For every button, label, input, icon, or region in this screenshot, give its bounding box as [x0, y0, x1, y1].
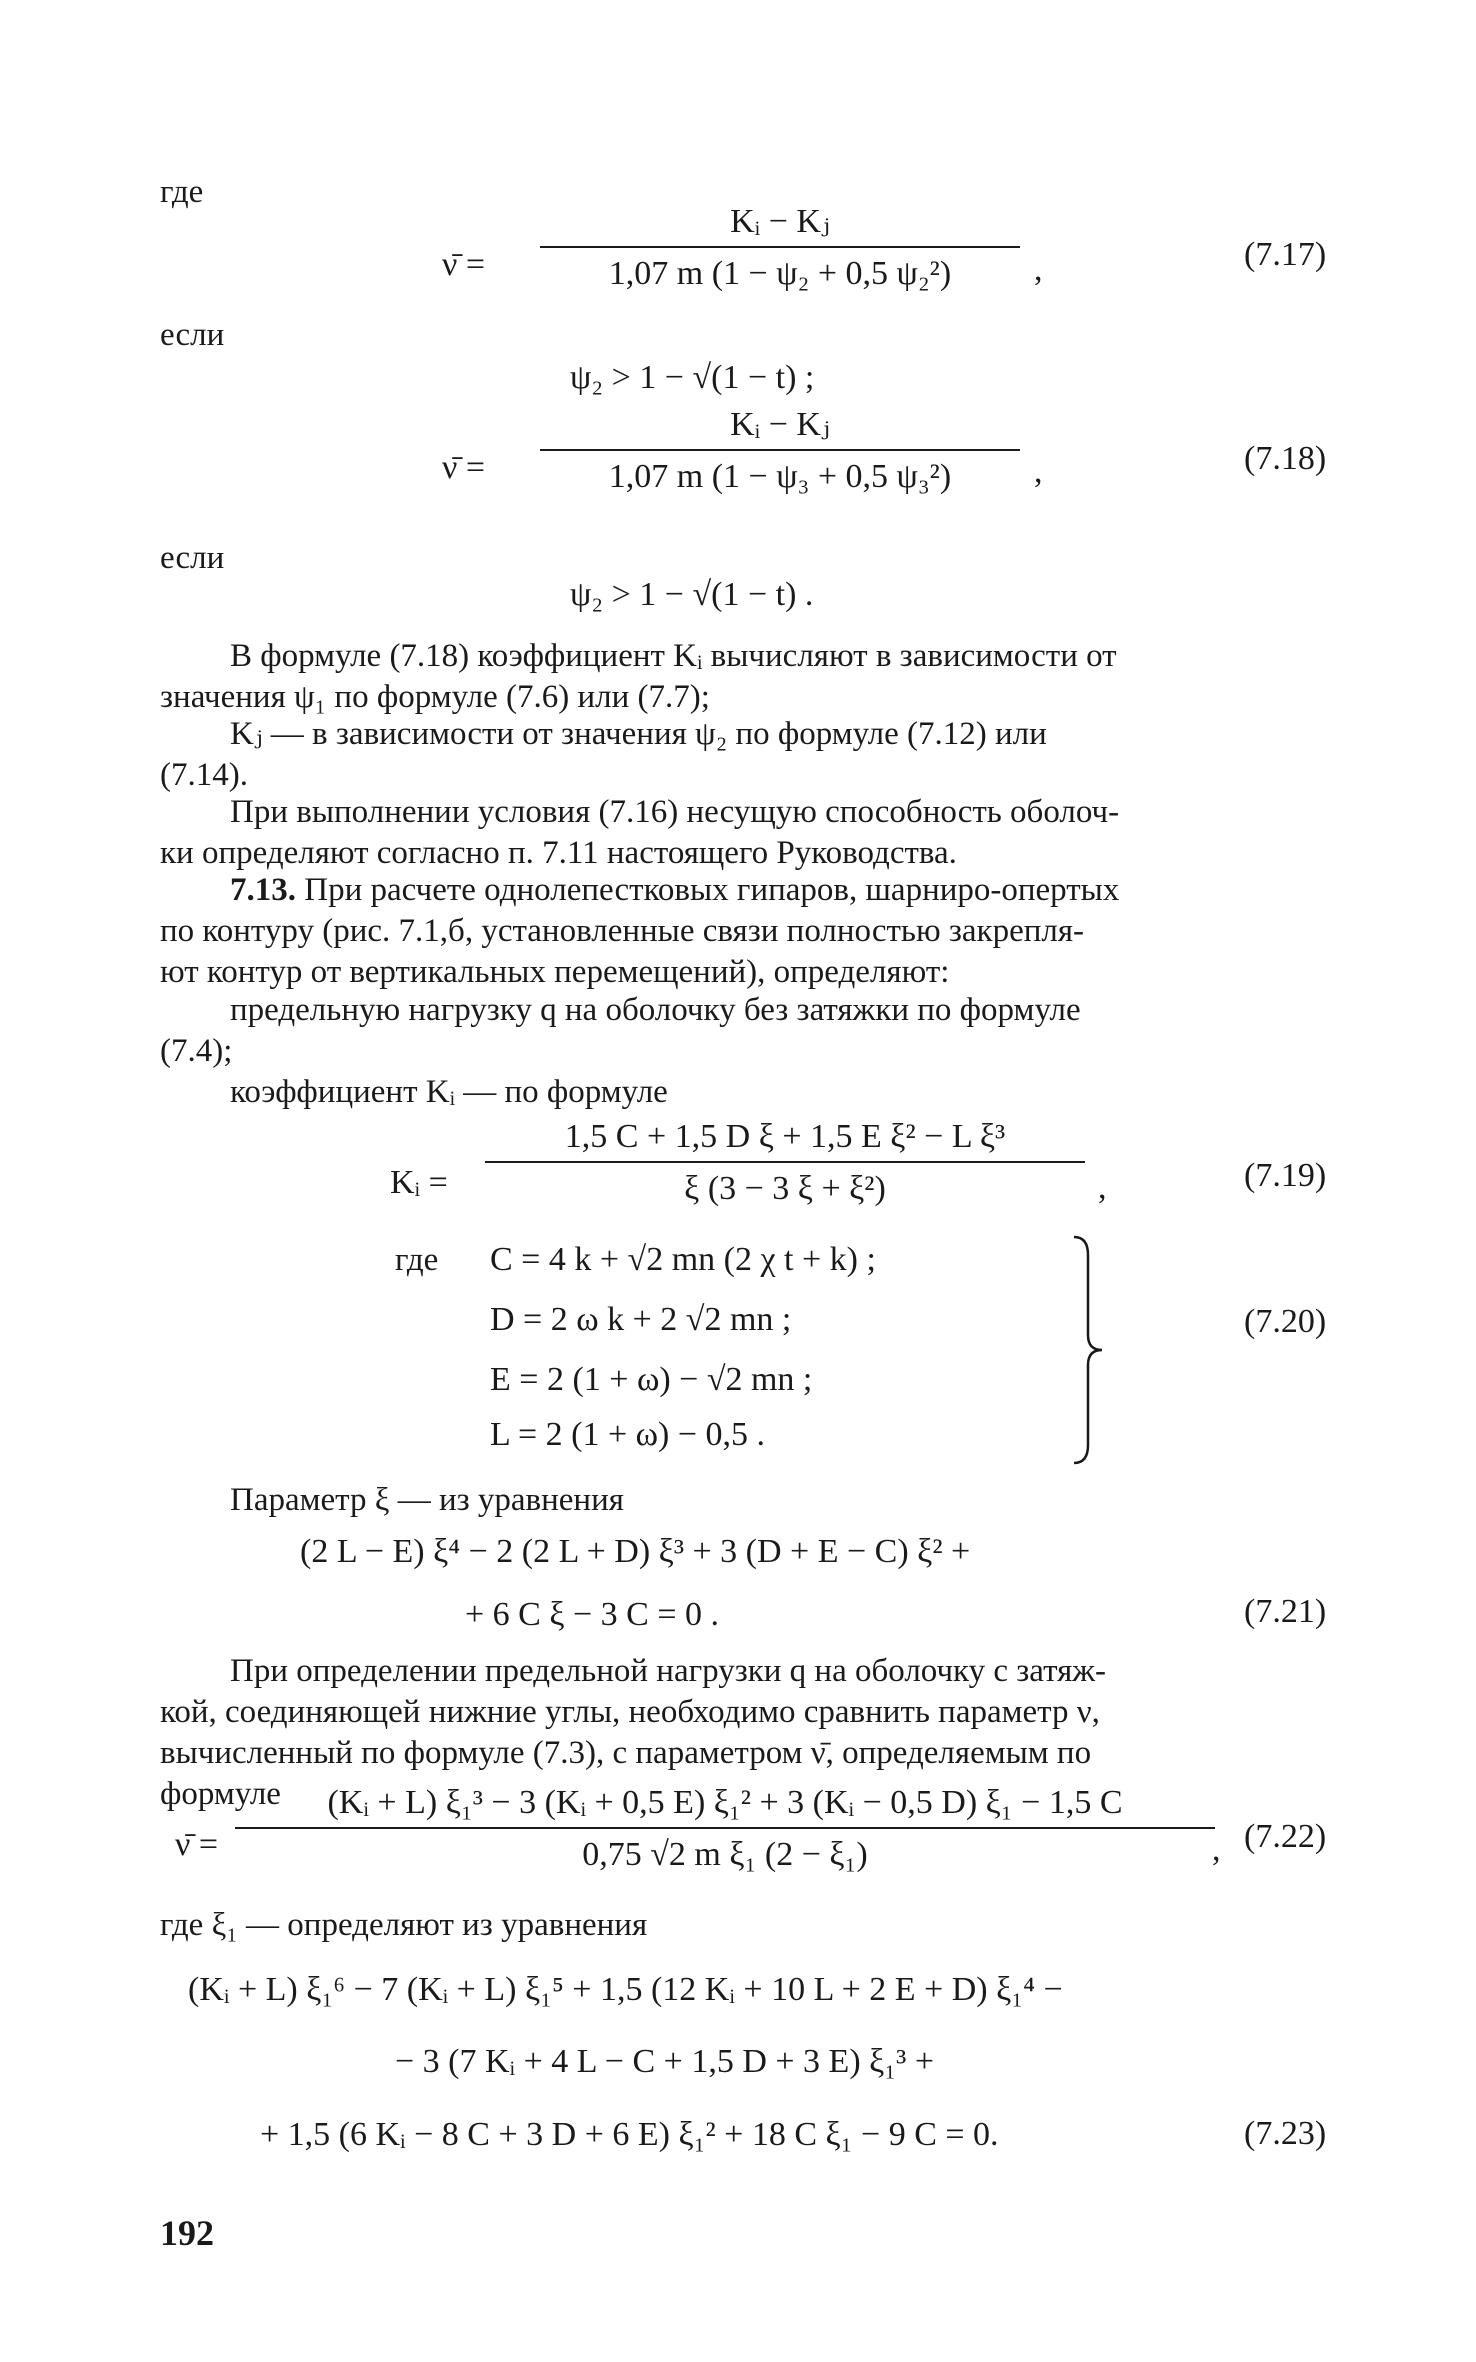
- paragraph-3: При выполнении условия (7.16) несущую способность оболоч- ки определяют согласно п. 7.11 настоящего Руководства.: [160, 794, 1120, 871]
- eq-7-23-number: (7.23): [1244, 2115, 1327, 2152]
- eq-7-23-line-1: (Kᵢ + L) ξ₁⁶ − 7 (Kᵢ + L) ξ₁⁵ + 1,5 (12 Kᵢ + 10 L + 2 E + D) ξ₁⁴ −: [188, 1971, 1063, 2008]
- eq-7-20-where: где: [395, 1242, 439, 1278]
- section-number: 7.13.: [230, 872, 296, 908]
- eq-7-22-numerator: (Kᵢ + L) ξ₁³ − 3 (Kᵢ + 0,5 E) ξ₁² + 3 (Kᵢ − 0,5 D) ξ₁ − 1,5 C: [327, 1784, 1123, 1821]
- condition-1: ψ₂ > 1 − √(1 − t) ;: [570, 359, 815, 396]
- page-number: 192: [160, 2213, 214, 2253]
- eq-7-18-number: (7.18): [1244, 440, 1327, 477]
- eq-7-21-number: (7.21): [1244, 1593, 1327, 1630]
- eq-7-20-line-c: C = 4 k + √2 mn (2 χ t + k) ;: [490, 1241, 876, 1278]
- word-where: где: [160, 174, 204, 210]
- eq-7-18-comma: ,: [1034, 453, 1043, 490]
- eq-7-17-number: (7.17): [1244, 236, 1327, 273]
- eq-7-18-numerator: Kᵢ − Kⱼ: [730, 406, 830, 443]
- eq-7-17-denominator: 1,07 m (1 − ψ₂ + 0,5 ψ₂²): [608, 255, 952, 292]
- paragraph-9: где ξ₁ — определяют из уравнения: [160, 1907, 648, 1943]
- eq-7-20-line-l: L = 2 (1 + ω) − 0,5 .: [490, 1416, 766, 1453]
- paragraph-7: Параметр ξ — из уравнения: [230, 1482, 624, 1518]
- fraction-bar: [540, 246, 1020, 248]
- condition-2: ψ₂ > 1 − √(1 − t) .: [570, 576, 814, 613]
- eq-7-20-number: (7.20): [1244, 1303, 1327, 1340]
- eq-7-23-line-2: − 3 (7 Kᵢ + 4 L − C + 1,5 D + 3 E) ξ₁³ +: [395, 2043, 935, 2080]
- eq-7-17-fraction: [540, 202, 1020, 294]
- eq-7-22-comma: ,: [1212, 1831, 1221, 1868]
- word-if-2: если: [160, 540, 225, 576]
- eq-7-17-comma: ,: [1034, 251, 1043, 288]
- right-brace-icon: [1070, 1235, 1110, 1465]
- eq-7-22-lhs: ν̄ =: [175, 1826, 219, 1863]
- paragraph-5: предельную нагрузку q на оболочку без затяжки по формуле (7.4);: [160, 992, 1081, 1069]
- eq-7-22-fraction: [235, 1783, 1215, 1875]
- eq-7-21-line-1: (2 L − E) ξ⁴ − 2 (2 L + D) ξ³ + 3 (D + E − C) ξ² +: [300, 1533, 971, 1570]
- paragraph-6: коэффициент Kᵢ — по формуле: [230, 1074, 668, 1110]
- eq-7-19-denominator: ξ (3 − 3 ξ + ξ²): [684, 1170, 886, 1207]
- word-if-1: если: [160, 317, 225, 353]
- eq-7-19-lhs: Kᵢ =: [390, 1164, 448, 1201]
- fraction-bar: [235, 1827, 1215, 1829]
- eq-7-21-line-2: + 6 C ξ − 3 C = 0 .: [465, 1596, 720, 1633]
- eq-7-17-lhs: ν̄ =: [442, 246, 486, 283]
- paragraph-4: 7.13. При расчете однолепестковых гипаров, шарниро-опертых по контуру (рис. 7.1,б, установленные связи полностью закрепля- ют контур от вертикальных перемещений), определяют:: [160, 872, 1120, 990]
- eq-7-19-number: (7.19): [1244, 1157, 1327, 1194]
- eq-7-17-numerator: Kᵢ − Kⱼ: [730, 203, 830, 240]
- eq-7-23-line-3: + 1,5 (6 Kᵢ − 8 C + 3 D + 6 E) ξ₁² + 18 C ξ₁ − 9 C = 0.: [260, 2116, 999, 2153]
- eq-7-19-comma: ,: [1098, 1169, 1107, 1206]
- eq-7-22-denominator: 0,75 √2 m ξ₁ (2 − ξ₁): [582, 1836, 868, 1873]
- paragraph-2: Kⱼ — в зависимости от значения ψ₂ по формуле (7.12) или (7.14).: [160, 716, 1047, 793]
- eq-7-18-lhs: ν̄ =: [442, 449, 486, 486]
- paragraph-8: При определении предельной нагрузки q на оболочку с затяж- кой, соединяющей нижние углы, необходимо сравнить параметр ν, вычисленный по формуле (7.3), с параметром ν̄, определяемым по формуле: [160, 1653, 1107, 1812]
- fraction-bar: [540, 449, 1020, 451]
- eq-7-20-line-d: D = 2 ω k + 2 √2 mn ;: [490, 1301, 792, 1338]
- eq-7-22-number: (7.22): [1244, 1818, 1327, 1855]
- eq-7-19-fraction: [485, 1117, 1085, 1209]
- eq-7-18-fraction: [540, 405, 1020, 497]
- eq-7-19-numerator: 1,5 C + 1,5 D ξ + 1,5 E ξ² − L ξ³: [564, 1118, 1006, 1155]
- paragraph-1: В формуле (7.18) коэффициент Kᵢ вычисляют в зависимости от значения ψ₁ по формуле (7.6) или (7.7);: [160, 638, 1117, 715]
- fraction-bar: [485, 1161, 1085, 1163]
- eq-7-20-line-e: E = 2 (1 + ω) − √2 mn ;: [490, 1361, 813, 1398]
- eq-7-18-denominator: 1,07 m (1 − ψ₃ + 0,5 ψ₃²): [608, 458, 952, 495]
